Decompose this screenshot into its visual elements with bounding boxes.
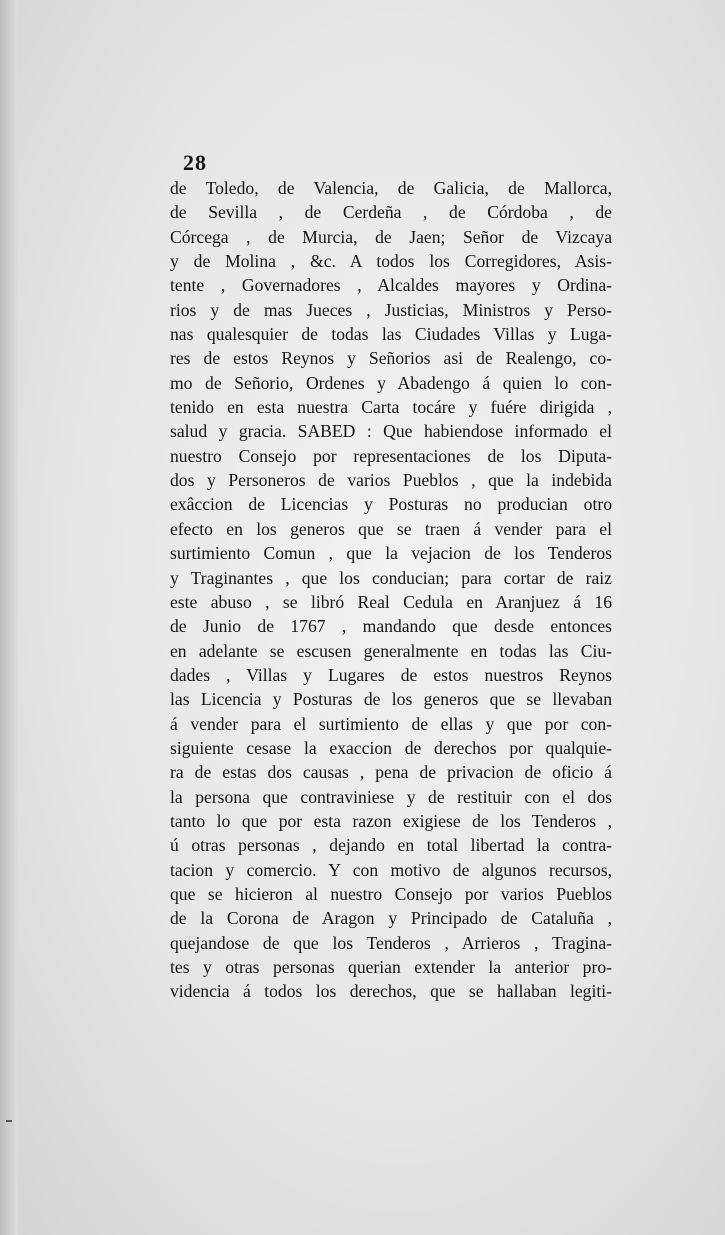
- page-binding-edge: [0, 0, 18, 1235]
- text-line: de Toledo, de Valencia, de Galicia, de Mallorca,: [170, 178, 612, 198]
- text-line: la persona que contraviniese y de restituir con el dos: [170, 786, 612, 807]
- page-number: 28: [183, 150, 207, 175]
- text-line: las Licencia y Posturas de los generos que se llevaban: [170, 689, 612, 710]
- text-line: á vender para el surtimiento de ellas y que por con-: [170, 713, 612, 734]
- text-line: Córcega , de Murcia, de Jaen; Señor de Vizcaya: [170, 226, 612, 247]
- text-line: tenido en esta nuestra Carta tocáre y fuére dirigida ,: [170, 397, 612, 418]
- text-line: y Traginantes , que los conducian; para cortar de raiz: [170, 567, 612, 588]
- text-line: tes y otras personas querian extender la anterior pro-: [170, 957, 612, 977]
- text-line: de Junio de 1767 , mandando que desde entonces: [170, 616, 612, 637]
- text-line: salud y gracia. SABED : Que habiendose informado el: [170, 421, 612, 442]
- text-line: ú otras personas , dejando en total libertad la contra-: [170, 835, 612, 856]
- binding-stitch: [6, 1120, 12, 1122]
- text-line: efecto en los generos que se traen á vender para el: [170, 518, 612, 539]
- text-line: tanto lo que por esta razon exigiese de los Tenderos ,: [170, 810, 612, 831]
- text-line: dos y Personeros de varios Pueblos , que la indebida: [170, 470, 612, 491]
- text-line: surtimiento Comun , que la vejacion de los Tenderos: [170, 543, 612, 564]
- text-line: exâccion de Licencias y Posturas no producian otro: [170, 494, 612, 515]
- text-line: de Sevilla , de Cerdeña , de Córdoba , de: [170, 202, 612, 223]
- text-line: en adelante se escusen generalmente en todas las Ciu-: [170, 640, 612, 661]
- text-line: que se hicieron al nuestro Consejo por varios Pueblos: [170, 883, 612, 904]
- text-line: rios y de mas Jueces , Justicias, Ministros y Perso-: [170, 299, 612, 320]
- text-line: siguiente cesase la exaccion de derechos por qualquie-: [170, 737, 612, 758]
- body-text: [170, 176, 612, 1004]
- text-line: res de estos Reynos y Señorios asi de Realengo, co-: [170, 348, 612, 369]
- text-line: nuestro Consejo por representaciones de los Diputa-: [170, 445, 612, 466]
- text-line: videncia á todos los derechos, que se hallaban legiti-: [170, 981, 612, 1002]
- text-line: tente , Governadores , Alcaldes mayores y Ordina-: [170, 275, 612, 296]
- text-line: este abuso , se libró Real Cedula en Aranjuez á 16: [170, 591, 612, 612]
- text-line: de la Corona de Aragon y Principado de Cataluña ,: [170, 908, 612, 929]
- text-line: tacion y comercio. Y con motivo de algunos recursos,: [170, 859, 612, 880]
- text-line: dades , Villas y Lugares de estos nuestros Reynos: [170, 664, 612, 685]
- text-line: ra de estas dos causas , pena de privacion de oficio á: [170, 762, 612, 783]
- text-line: nas qualesquier de todas las Ciudades Villas y Luga-: [170, 324, 612, 345]
- text-line: mo de Señorio, Ordenes y Abadengo á quien lo con-: [170, 372, 612, 393]
- text-line: y de Molina , &c. A todos los Corregidores, Asis-: [170, 251, 612, 272]
- text-line: quejandose de que los Tenderos , Arrieros , Tragina-: [170, 932, 612, 953]
